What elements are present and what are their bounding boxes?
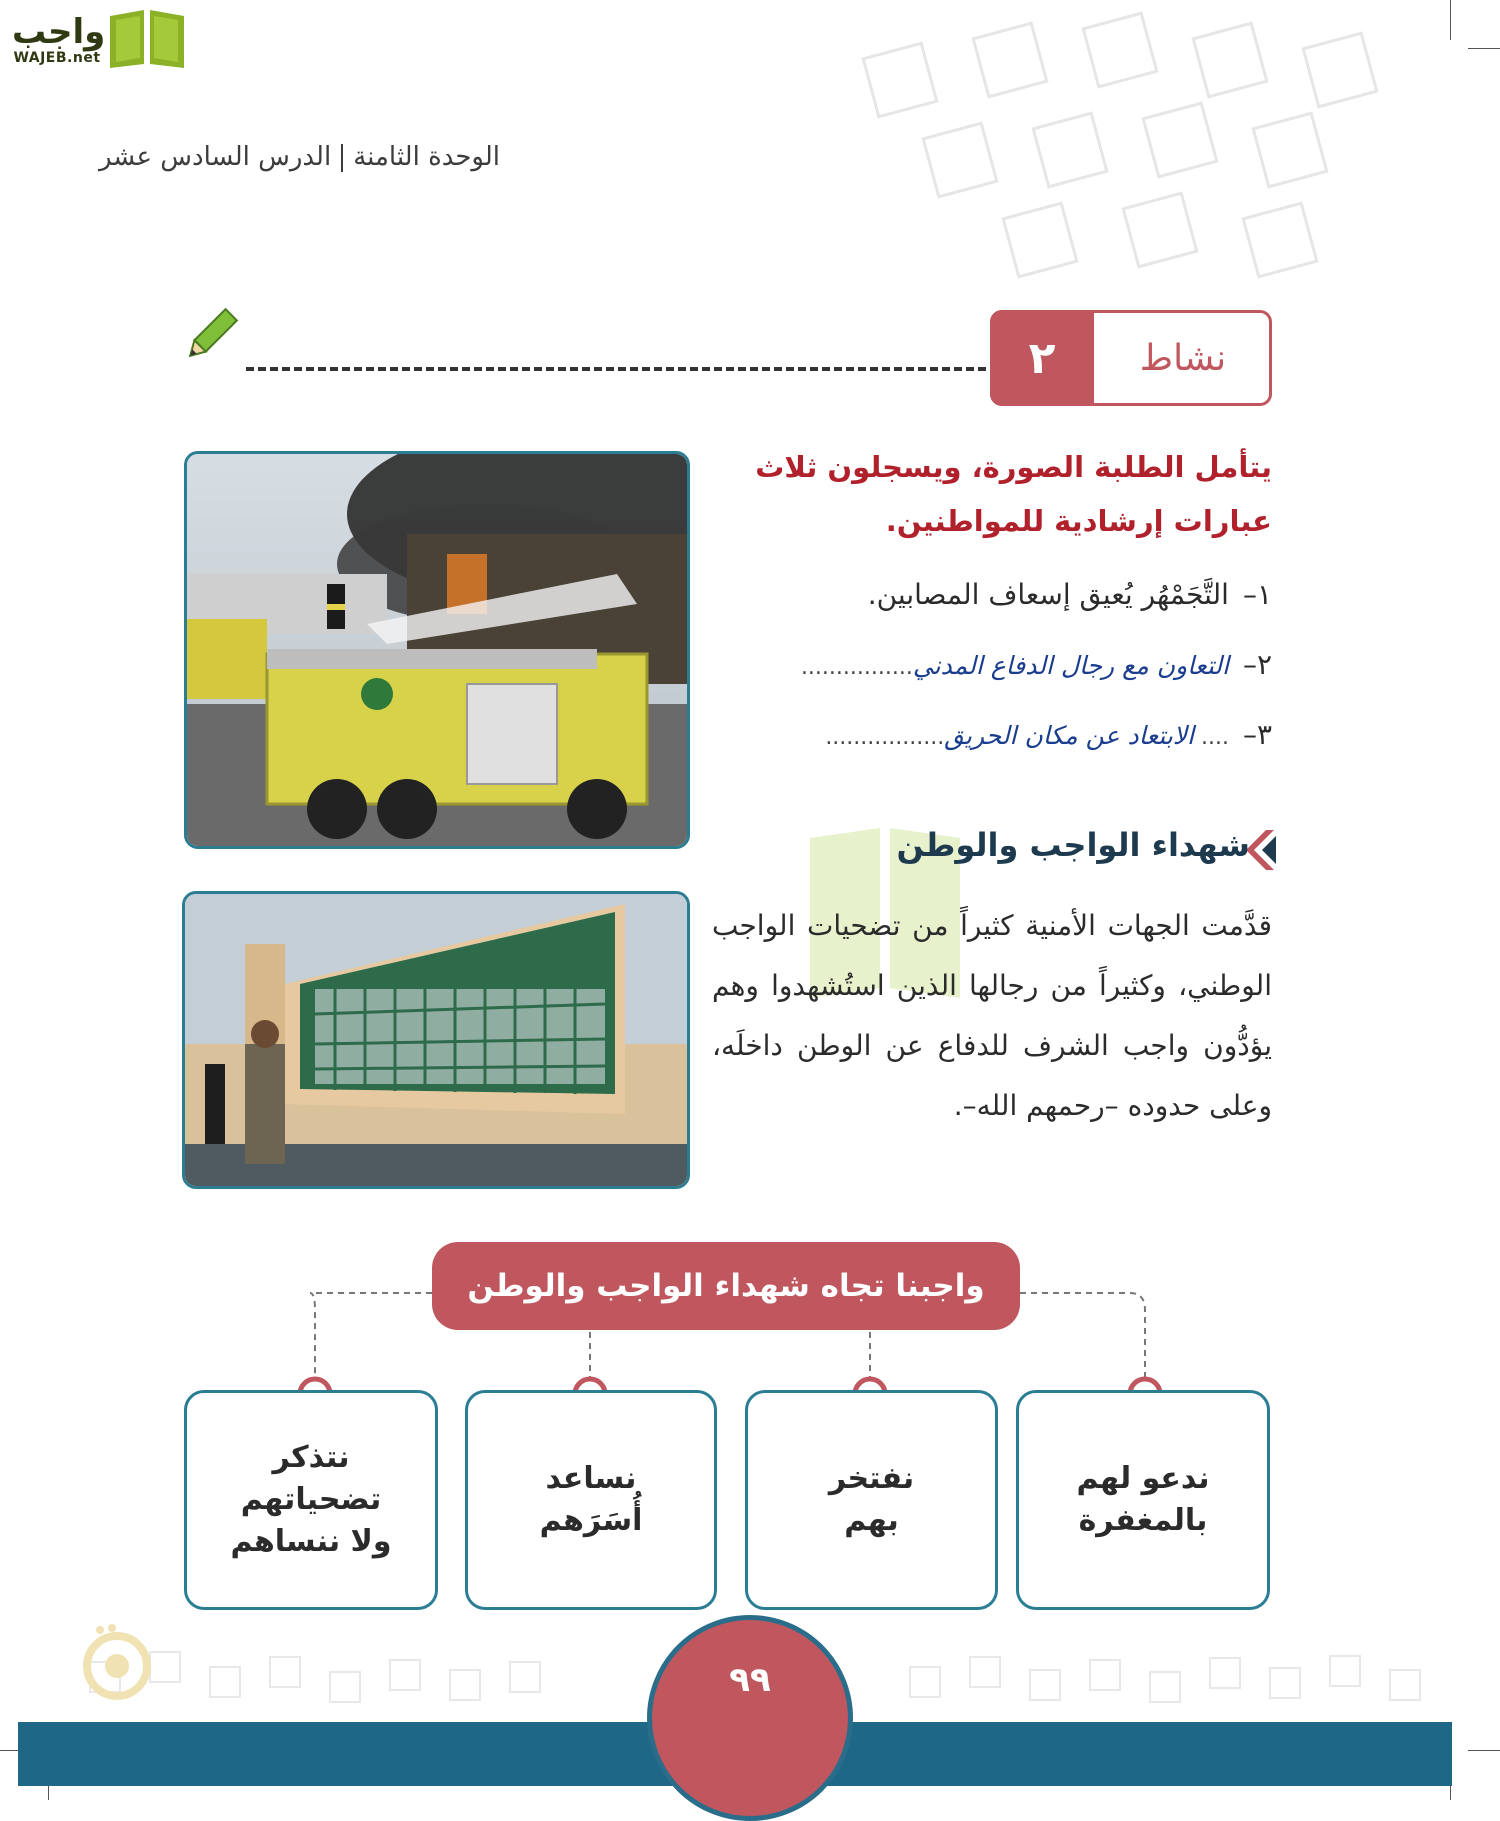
activity-dashed-line [246, 367, 986, 371]
duty-card-pray [1016, 1390, 1270, 1610]
activity-item-1 [712, 578, 1272, 611]
ministry-logo-icon [80, 1622, 154, 1702]
item-number: ٢– [1242, 648, 1272, 681]
crop-mark [1468, 48, 1500, 49]
decorative-pattern [830, 10, 1430, 300]
duty-card-remember [184, 1390, 438, 1610]
item-text: التَّجَمْهُر يُعيق إسعاف المصابين. [867, 578, 1229, 611]
header-divider [341, 144, 343, 172]
answer-dots: ................ [800, 655, 913, 680]
lesson-title: الدرس السادس عشر [98, 142, 332, 172]
activity-number: ٢ [990, 310, 1094, 406]
handwritten-answer: الابتعاد عن مكان الحريق [944, 721, 1194, 750]
activity-instruction: يتأمل الطلبة الصورة، ويسجلون ثلاث عبارات إرشادية للمواطنين. [755, 450, 1272, 538]
book-icon [106, 6, 188, 68]
answer-dots: .... [1193, 725, 1229, 750]
unit-title: الوحدة الثامنة [353, 142, 500, 172]
page-header [99, 142, 500, 172]
crop-mark [1468, 1750, 1500, 1751]
answer-dots: ................. [825, 725, 945, 750]
duty-title: واجبنا تجاه شهداء الواجب والوطن [432, 1242, 1020, 1330]
chevron-left-icon [1246, 828, 1276, 872]
site-logo-latin: WAJEB.net [13, 50, 101, 66]
item-number: ٣– [1242, 718, 1272, 751]
site-logo [12, 12, 106, 66]
item-number: ١– [1242, 578, 1272, 611]
page-number: ٩٩ [729, 1660, 771, 1700]
crop-mark [1450, 0, 1451, 40]
duty-card-text: نتذكر تضحياتهم ولا ننساهم [230, 1440, 392, 1559]
activity-label: نشاط [1139, 337, 1227, 379]
page-number-badge [647, 1615, 853, 1821]
duty-card-text: نساعد أُسَرَهم [539, 1461, 643, 1538]
fire-truck-photo [184, 451, 690, 849]
site-logo-arabic: واجب [12, 12, 106, 52]
handwritten-answer: التعاون مع رجال الدفاع المدني [912, 651, 1229, 680]
duty-card-text: نفتخر بهم [828, 1461, 915, 1538]
section-title: شهداء الواجب والوطن [896, 826, 1250, 864]
activity-item-3 [712, 718, 1272, 751]
activity-item-2 [712, 648, 1272, 681]
duty-card-text: ندعو لهم بالمغفرة [1076, 1461, 1210, 1538]
pencil-icon [180, 306, 240, 366]
section-paragraph: قدَّمت الجهات الأمنية كثيراً من تضحيات الواجب الوطني، وكثيراً من رجالها الذين استُشهدوا وهم يؤدُّون واجب الشرف للدفاع عن الوطن داخلَه، وعلى حدوده –رحمهم الله–. [712, 909, 1272, 1122]
duty-card-help [465, 1390, 717, 1610]
duty-card-proud [745, 1390, 998, 1610]
